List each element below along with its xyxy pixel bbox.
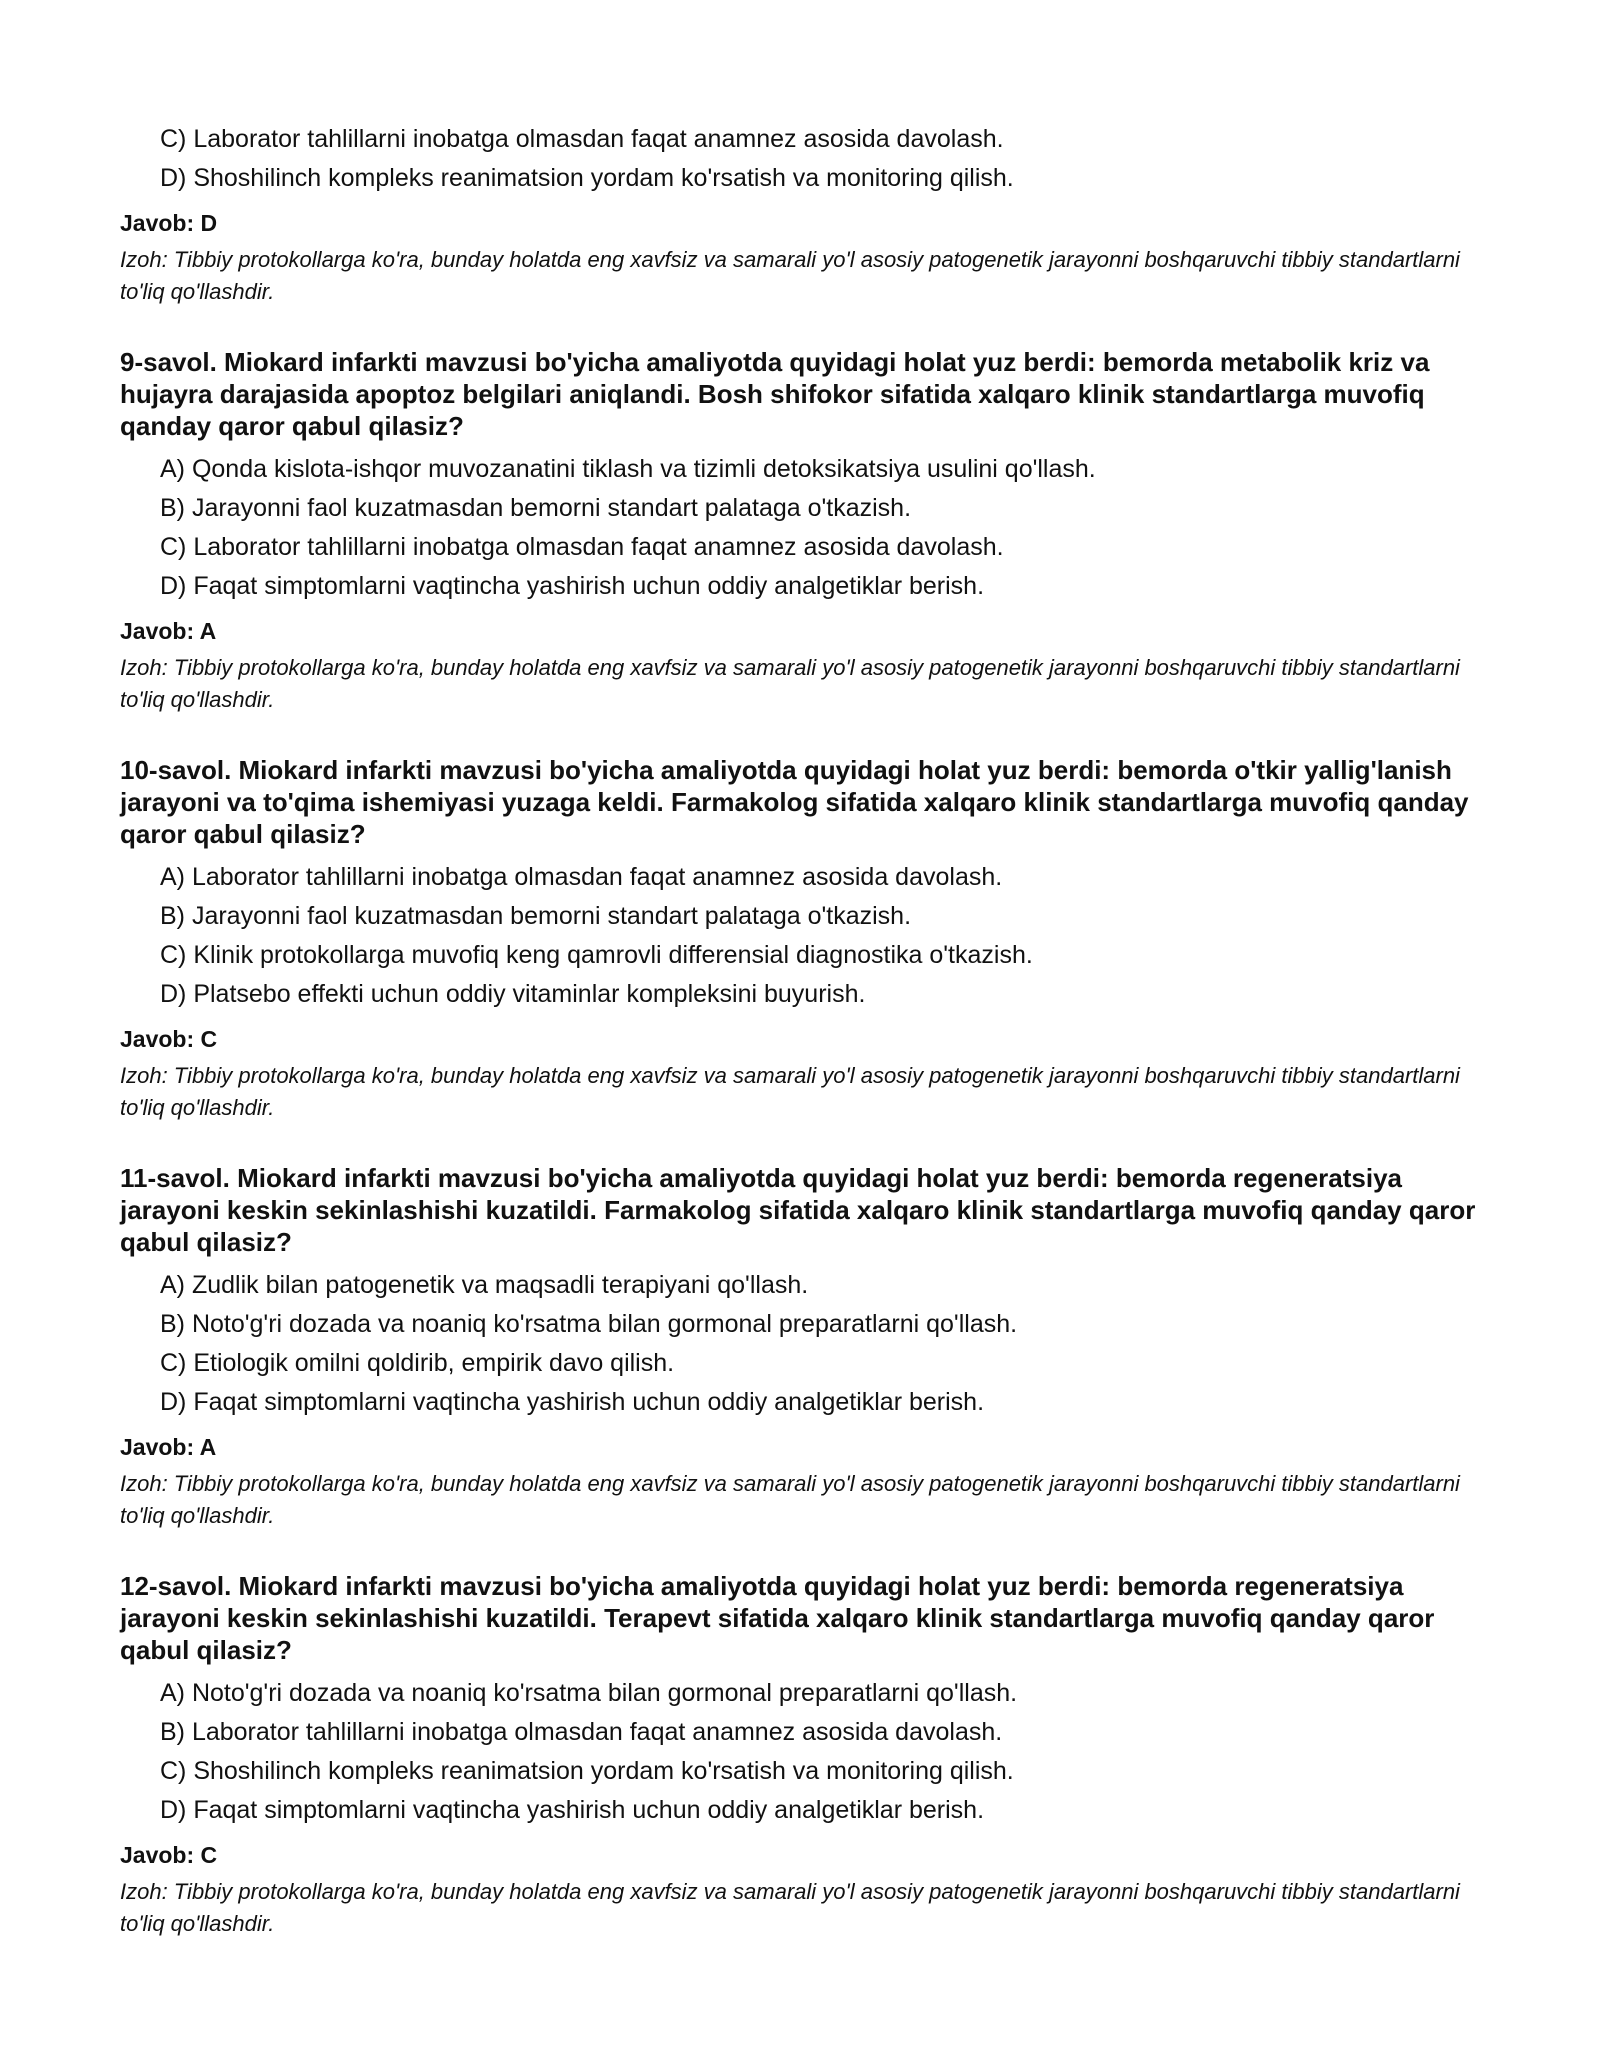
- option-c: C) Shoshilinch kompleks reanimatsion yordam ko'rsatish va monitoring qilish.: [160, 1757, 1014, 1785]
- question-12: [120, 1570, 1490, 1940]
- answer: Javob: A: [120, 1434, 217, 1460]
- option-list: [120, 1266, 1490, 1422]
- option-list: [120, 120, 1490, 198]
- option-a: A) Laborator tahlillarni inobatga olmasdan faqat anamnez asosida davolash.: [160, 863, 1003, 891]
- option-b: B) Laborator tahlillarni inobatga olmasdan faqat anamnez asosida davolash.: [160, 1718, 1003, 1746]
- question-text: 10-savol. Miokard infarkti mavzusi bo'yicha amaliyotda quyidagi holat yuz berdi: bemorda o'tkir yallig'lanish jarayoni va to'qima ishemiyasi yuzaga keldi. Farmakolog sifatida xalqaro klinik standartlarga muvofiq qanday qaror qabul qilasiz?: [120, 755, 1469, 849]
- option-c: C) Laborator tahlillarni inobatga olmasdan faqat anamnez asosida davolash.: [160, 533, 1004, 561]
- answer: Javob: D: [120, 210, 218, 236]
- option-b: B) Jarayonni faol kuzatmasdan bemorni standart palataga o'tkazish.: [160, 494, 912, 522]
- explanation-note: Izoh: Tibbiy protokollarga ko'ra, bunday holatda eng xavfsiz va samarali yo'l asosiy patogenetik jarayonni boshqaruvchi tibbiy standartlarni to'liq qo'llashdir.: [120, 247, 1460, 304]
- explanation-note: Izoh: Tibbiy protokollarga ko'ra, bunday holatda eng xavfsiz va samarali yo'l asosiy patogenetik jarayonni boshqaruvchi tibbiy standartlarni to'liq qo'llashdir.: [120, 1879, 1460, 1936]
- option-d: D) Faqat simptomlarni vaqtincha yashirish uchun oddiy analgetiklar berish.: [160, 1388, 985, 1416]
- question-9: [120, 346, 1490, 716]
- option-b: B) Noto'g'ri dozada va noaniq ko'rsatma bilan gormonal preparatlarni qo'llash.: [160, 1310, 1018, 1338]
- question-text: 11-savol. Miokard infarkti mavzusi bo'yicha amaliyotda quyidagi holat yuz berdi: bemorda regeneratsiya jarayoni keskin sekinlashishi kuzatildi. Farmakolog sifatida xalqaro klinik standartlarga muvofiq qanday qaror qabul qilasiz?: [120, 1163, 1476, 1257]
- explanation-note: Izoh: Tibbiy protokollarga ko'ra, bunday holatda eng xavfsiz va samarali yo'l asosiy patogenetik jarayonni boshqaruvchi tibbiy standartlarni to'liq qo'llashdir.: [120, 1471, 1460, 1528]
- explanation-note: Izoh: Tibbiy protokollarga ko'ra, bunday holatda eng xavfsiz va samarali yo'l asosiy patogenetik jarayonni boshqaruvchi tibbiy standartlarni to'liq qo'llashdir.: [120, 1063, 1460, 1120]
- option-d: D) Platsebo effekti uchun oddiy vitaminlar kompleksini buyurish.: [160, 980, 866, 1008]
- option-d: D) Faqat simptomlarni vaqtincha yashirish uchun oddiy analgetiklar berish.: [160, 572, 985, 600]
- option-a: A) Zudlik bilan patogenetik va maqsadli terapiyani qo'llash.: [160, 1271, 809, 1299]
- option-a: A) Qonda kislota-ishqor muvozanatini tiklash va tizimli detoksikatsiya usulini qo'llash.: [160, 455, 1096, 483]
- option-d: D) Faqat simptomlarni vaqtincha yashirish uchun oddiy analgetiklar berish.: [160, 1796, 985, 1824]
- question-fragment: [120, 120, 1490, 308]
- answer: Javob: A: [120, 618, 217, 644]
- question-11: [120, 1162, 1490, 1532]
- option-list: [120, 450, 1490, 606]
- question-text: 9-savol. Miokard infarkti mavzusi bo'yicha amaliyotda quyidagi holat yuz berdi: bemorda metabolik kriz va hujayra darajasida apoptoz belgilari aniqlandi. Bosh shifokor sifatida xalqaro klinik standartlarga muvofiq qanday qaror qabul qilasiz?: [120, 347, 1430, 441]
- explanation-note: Izoh: Tibbiy protokollarga ko'ra, bunday holatda eng xavfsiz va samarali yo'l asosiy patogenetik jarayonni boshqaruvchi tibbiy standartlarni to'liq qo'llashdir.: [120, 655, 1460, 712]
- question-text: 12-savol. Miokard infarkti mavzusi bo'yicha amaliyotda quyidagi holat yuz berdi: bemorda regeneratsiya jarayoni keskin sekinlashishi kuzatildi. Terapevt sifatida xalqaro klinik standartlarga muvofiq qanday qaror qabul qilasiz?: [120, 1571, 1435, 1665]
- option-b: B) Jarayonni faol kuzatmasdan bemorni standart palataga o'tkazish.: [160, 902, 912, 930]
- answer: Javob: C: [120, 1026, 218, 1052]
- option-c: C) Etiologik omilni qoldirib, empirik davo qilish.: [160, 1349, 675, 1377]
- option-list: [120, 858, 1490, 1014]
- option-c: C) Klinik protokollarga muvofiq keng qamrovli differensial diagnostika o'tkazish.: [160, 941, 1033, 969]
- option-list: [120, 1674, 1490, 1830]
- option-a: A) Noto'g'ri dozada va noaniq ko'rsatma bilan gormonal preparatlarni qo'llash.: [160, 1679, 1018, 1707]
- question-10: [120, 754, 1490, 1124]
- document-page: [120, 120, 1490, 1940]
- option-d: D) Shoshilinch kompleks reanimatsion yordam ko'rsatish va monitoring qilish.: [160, 164, 1014, 192]
- answer: Javob: C: [120, 1842, 218, 1868]
- option-c: C) Laborator tahlillarni inobatga olmasdan faqat anamnez asosida davolash.: [160, 125, 1004, 153]
